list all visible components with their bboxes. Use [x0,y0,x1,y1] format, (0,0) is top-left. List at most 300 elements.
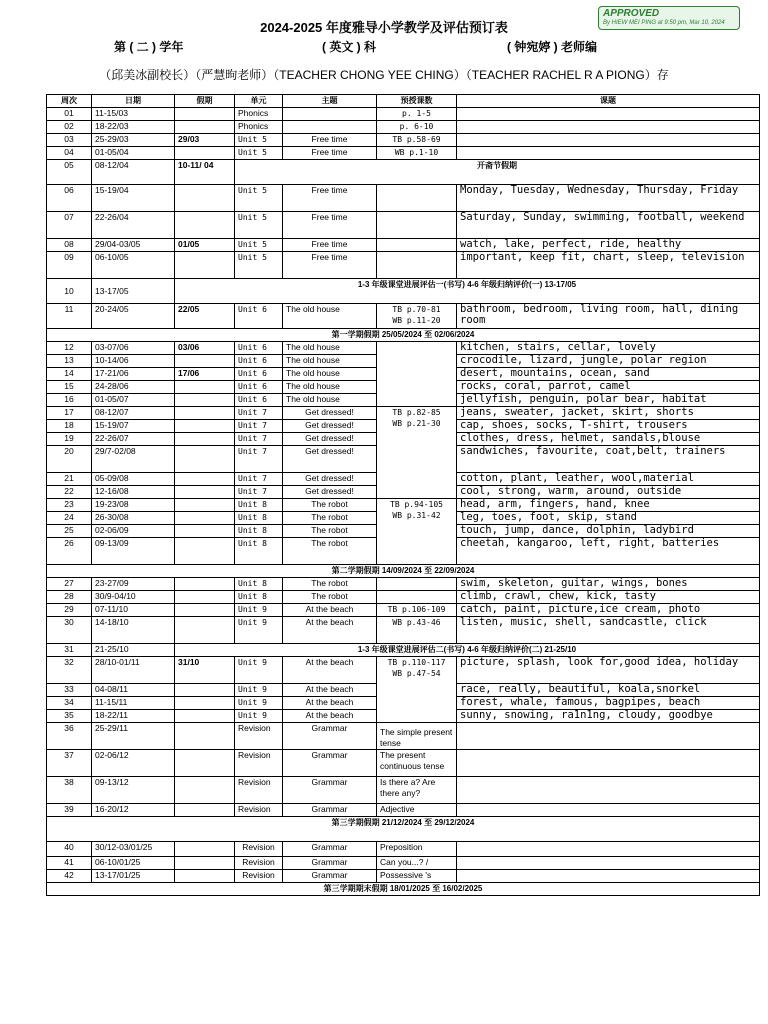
assessment-note: 1-3 年级课堂进展评估一(书写) 4-6 年级归纳评价(一) 13-17/05 [175,279,760,304]
topic-cell [457,857,760,870]
date-cell: 03-07/06 [92,342,175,355]
wb-pages: WB p.31-42 [392,511,441,520]
theme-cell: At the beach [283,697,377,710]
holiday-cell [175,499,235,512]
unit-cell: Unit 5 [235,185,283,212]
wb-pages: WB p.21-30 [392,419,441,428]
unit-cell: Unit 8 [235,512,283,525]
week-cell: 36 [47,723,92,750]
table-row [47,777,760,804]
table-row [47,147,760,160]
term-break: 第三学期假期 21/12/2024 至 29/12/2024 [47,817,760,842]
holiday-cell [175,684,235,697]
pages-cell [377,342,457,407]
week-cell: 14 [47,368,92,381]
term-break: 第一学期假期 25/05/2024 至 02/06/2024 [47,329,760,342]
unit-cell: Revision [235,804,283,817]
tb-pages: TB p.82-85 [392,408,441,417]
table-row [47,870,760,883]
week-cell: 11 [47,304,92,329]
week-cell: 04 [47,147,92,160]
pages-cell [377,252,457,279]
pages-cell: p. 6-10 [377,121,457,134]
week-cell: 38 [47,777,92,804]
unit-cell: Unit 7 [235,486,283,499]
date-cell: 16-20/12 [92,804,175,817]
topic-cell [457,870,760,883]
date-cell: 29/7-02/08 [92,446,175,473]
topic-cell [457,750,760,777]
topic-cell: forest, whale, famous, bagpipes, beach [457,697,760,710]
unit-cell: Unit 7 [235,420,283,433]
week-cell: 23 [47,499,92,512]
unit-cell: Unit 9 [235,684,283,697]
pages-cell [377,657,457,723]
topic-cell: important, keep fit, chart, sleep, television [457,252,760,279]
holiday-cell [175,804,235,817]
grammar-topic-cell: Adjective [377,804,457,817]
grammar-topic-cell: The simple present tense [377,723,457,750]
theme-cell: The robot [283,525,377,538]
date-cell: 13-17/05 [92,279,175,304]
topic-cell: Saturday, Sunday, swimming, football, weekend [457,212,760,239]
col-lessons: 预授课数 [377,95,457,108]
subject: ( 英文 ) 科 [322,40,376,54]
theme-cell: At the beach [283,604,377,617]
table-row [47,160,760,185]
pages-cell [377,212,457,239]
date-cell: 08-12/07 [92,407,175,420]
holiday-cell [175,512,235,525]
unit-cell: Revision [235,857,283,870]
theme-cell: The robot [283,499,377,512]
wb-pages: WB p.11-20 [392,316,441,325]
unit-cell: Unit 6 [235,342,283,355]
table-row [47,857,760,870]
schedule-table [46,94,760,896]
holiday-cell: 03/06 [175,342,235,355]
holiday-cell [175,433,235,446]
week-cell: 37 [47,750,92,777]
pages-cell: WB p.1-10 [377,147,457,160]
week-cell: 40 [47,842,92,857]
unit-cell: Unit 5 [235,134,283,147]
topic-cell [457,777,760,804]
week-cell: 09 [47,252,92,279]
holiday-cell [175,870,235,883]
pages-cell [377,185,457,212]
week-cell: 18 [47,420,92,433]
topic-cell: cotton, plant, leather, wool,material [457,473,760,486]
week-cell: 12 [47,342,92,355]
teacher-list: （邱美冰副校长）（严慧昫老师）（TEACHER CHONG YEE CHING）（TEACHER RACHEL R A PIONG）存 [99,68,669,82]
holiday-cell [175,381,235,394]
topic-cell: desert, mountains, ocean, sand [457,368,760,381]
topic-cell [457,121,760,134]
table-row [47,842,760,857]
table-row [47,565,760,578]
date-cell: 09-13/12 [92,777,175,804]
grammar-topic-cell: Possessive 's [377,870,457,883]
topic-cell: jeans, sweater, jacket, skirt, shorts [457,407,760,420]
table-row [47,617,760,644]
date-cell: 06-10/05 [92,252,175,279]
unit-cell: Unit 8 [235,591,283,604]
topic-cell [457,134,760,147]
date-cell: 19-23/08 [92,499,175,512]
week-cell: 13 [47,355,92,368]
table-row [47,329,760,342]
holiday-cell [175,525,235,538]
date-cell: 10-14/06 [92,355,175,368]
unit-cell: Unit 7 [235,407,283,420]
topic-cell: sunny, snowing, ra1n1ng, cloudy, goodbye [457,710,760,723]
theme-cell: The old house [283,304,377,329]
theme-cell: The old house [283,381,377,394]
theme-cell: At the beach [283,710,377,723]
week-cell: 27 [47,578,92,591]
topic-cell: crocodile, lizard, jungle, polar region [457,355,760,368]
date-cell: 25-29/11 [92,723,175,750]
holiday-cell [175,147,235,160]
grammar-topic-cell: Is there a? Are there any? [377,777,457,804]
theme-cell: Free time [283,134,377,147]
date-cell: 22-26/04 [92,212,175,239]
pages-cell [377,407,457,499]
table-row [47,212,760,239]
holiday-cell: 17/06 [175,368,235,381]
date-cell: 02-06/09 [92,525,175,538]
week-cell: 42 [47,870,92,883]
holiday-cell: 01/05 [175,239,235,252]
unit-cell: Unit 7 [235,473,283,486]
theme-cell [283,108,377,121]
holiday-cell: 10-11/ 04 [175,160,235,185]
topic-cell: cap, shoes, socks, T-shirt, trousers [457,420,760,433]
topic-cell [457,842,760,857]
table-row [47,239,760,252]
date-cell: 07-11/10 [92,604,175,617]
pages-cell [377,304,457,329]
table-row [47,591,760,604]
topic-cell [457,147,760,160]
theme-cell: Get dressed! [283,433,377,446]
week-cell: 32 [47,657,92,684]
pages-cell [377,499,457,565]
holiday-cell [175,842,235,857]
table-row [47,804,760,817]
date-cell: 15-19/07 [92,420,175,433]
date-cell: 26-30/08 [92,512,175,525]
wb-pages: WB p.47-54 [392,669,441,678]
topic-cell: Monday, Tuesday, Wednesday, Thursday, Friday [457,185,760,212]
theme-cell: The robot [283,591,377,604]
pages-cell: TB p.106-109 [377,604,457,617]
theme-cell: Get dressed! [283,473,377,486]
unit-cell: Revision [235,723,283,750]
holiday-cell [175,473,235,486]
table-row [47,304,760,329]
col-week: 周次 [47,95,92,108]
week-cell: 22 [47,486,92,499]
theme-cell: Grammar [283,723,377,750]
topic-cell: race, really, beautiful, koala,snorkel [457,684,760,697]
topic-cell: cheetah, kangaroo, left, right, batteries [457,538,760,565]
week-cell: 01 [47,108,92,121]
date-cell: 01-05/07 [92,394,175,407]
holiday-cell: 29/03 [175,134,235,147]
holiday-cell [175,617,235,644]
holiday-cell [175,697,235,710]
topic-cell: cool, strong, warm, around, outside [457,486,760,499]
date-cell: 30/9-04/10 [92,591,175,604]
week-cell: 25 [47,525,92,538]
unit-cell: Unit 6 [235,368,283,381]
unit-cell: Unit 8 [235,538,283,565]
table-row [47,252,760,279]
table-row [47,121,760,134]
week-cell: 03 [47,134,92,147]
week-cell: 17 [47,407,92,420]
school-term: 第 ( 二 ) 学年 [114,40,184,54]
unit-cell: Unit 9 [235,657,283,684]
holiday-cell [175,750,235,777]
week-cell: 08 [47,239,92,252]
holiday-cell [175,604,235,617]
date-cell: 20-24/05 [92,304,175,329]
topic-cell: sandwiches, favourite, coat,belt, trainers [457,446,760,473]
theme-cell: Free time [283,212,377,239]
holiday-cell [175,355,235,368]
unit-cell: Phonics [235,108,283,121]
holiday-cell [175,420,235,433]
theme-cell: The old house [283,355,377,368]
holiday-cell: 22/05 [175,304,235,329]
date-cell: 05-09/08 [92,473,175,486]
theme-cell: The robot [283,512,377,525]
week-cell: 24 [47,512,92,525]
week-cell: 19 [47,433,92,446]
table-row [47,134,760,147]
topic-cell: climb, crawl, chew, kick, tasty [457,591,760,604]
unit-cell: Revision [235,777,283,804]
topic-cell: kitchen, stairs, cellar, lovely [457,342,760,355]
date-cell: 18-22/03 [92,121,175,134]
date-cell: 12-16/08 [92,486,175,499]
assessment-note: 1-3 年级课堂进展评估二(书写) 4-6 年级归纳评价(二) 21-25/10 [175,644,760,657]
grammar-topic-cell: Can you...? / [377,857,457,870]
theme-cell: Grammar [283,870,377,883]
unit-cell: Unit 6 [235,381,283,394]
tb-pages: TB p.94-105 [390,500,443,509]
date-cell: 06-10/01/25 [92,857,175,870]
holiday-cell [175,121,235,134]
week-cell: 06 [47,185,92,212]
date-cell: 18-22/11 [92,710,175,723]
date-cell: 22-26/07 [92,433,175,446]
table-row [47,185,760,212]
col-holiday: 假期 [175,95,235,108]
theme-cell: Free time [283,252,377,279]
topic-cell: picture, splash, look for,good idea, holiday [457,657,760,684]
date-cell: 01-05/04 [92,147,175,160]
theme-cell: The robot [283,578,377,591]
week-cell: 10 [47,279,92,304]
stamp-subtitle: By HIEW MEI PING at 9:50 pm, Mar 10, 2024 [603,20,725,26]
unit-cell: Unit 5 [235,212,283,239]
col-theme: 主题 [283,95,377,108]
tb-pages: TB p.110-117 [387,658,446,667]
date-cell: 29/04-03/05 [92,239,175,252]
theme-cell: The robot [283,538,377,565]
unit-cell: Unit 7 [235,446,283,473]
table-row [47,578,760,591]
holiday-cell [175,591,235,604]
date-cell: 23-27/09 [92,578,175,591]
topic-cell: head, arm, fingers, hand, knee [457,499,760,512]
col-topic: 课题 [457,95,760,108]
term-break: 第三学期期末假期 18/01/2025 至 16/02/2025 [47,883,760,896]
topic-cell: bathroom, bedroom, living room, hall, dining room [457,304,760,329]
week-cell: 33 [47,684,92,697]
table-row [47,644,760,657]
date-cell: 04-08/11 [92,684,175,697]
theme-cell: Grammar [283,857,377,870]
unit-cell: Revision [235,842,283,857]
pages-cell: p. 1-5 [377,108,457,121]
holiday-cell [175,710,235,723]
theme-cell: The old house [283,342,377,355]
table-row [47,750,760,777]
theme-cell: Get dressed! [283,486,377,499]
unit-cell: Unit 5 [235,239,283,252]
theme-cell: Get dressed! [283,446,377,473]
tb-pages: TB p.70-81 [392,305,441,314]
document-title: 2024-2025 年度雅导小学教学及评估预订表 [260,20,508,35]
table-row [47,407,760,420]
date-cell: 30/12-03/01/25 [92,842,175,857]
date-cell: 13-17/01/25 [92,870,175,883]
theme-cell: Grammar [283,750,377,777]
date-cell: 24-28/06 [92,381,175,394]
date-cell: 15-19/04 [92,185,175,212]
holiday-cell [175,486,235,499]
table-row [47,604,760,617]
theme-cell: Free time [283,185,377,212]
topic-cell: swim, skeleton, guitar, wings, bones [457,578,760,591]
holiday-cell [175,446,235,473]
date-cell: 09-13/09 [92,538,175,565]
table-row [47,499,760,512]
topic-cell [457,108,760,121]
table-row [47,723,760,750]
table-row [47,657,760,684]
holiday-cell: 31/10 [175,657,235,684]
theme-cell: Grammar [283,777,377,804]
theme-cell [283,121,377,134]
holiday-cell [175,857,235,870]
theme-cell: Get dressed! [283,407,377,420]
col-date: 日期 [92,95,175,108]
theme-cell: The old house [283,368,377,381]
holiday-cell [175,723,235,750]
topic-cell: jellyfish, penguin, polar bear, habitat [457,394,760,407]
pages-cell: WB p.43-46 [377,617,457,644]
unit-cell: Revision [235,870,283,883]
author: ( 钟宛婷 ) 老师编 [507,40,597,54]
unit-cell: Unit 9 [235,697,283,710]
table-row [47,342,760,355]
unit-cell: Unit 5 [235,252,283,279]
theme-cell: Get dressed! [283,420,377,433]
holiday-cell [175,777,235,804]
unit-cell: Unit 9 [235,710,283,723]
unit-cell: Unit 8 [235,578,283,591]
topic-cell: rocks, coral, parrot, camel [457,381,760,394]
week-cell: 34 [47,697,92,710]
pages-cell: TB p.58-69 [377,134,457,147]
holiday-cell [175,578,235,591]
theme-cell: At the beach [283,684,377,697]
date-cell: 25-29/03 [92,134,175,147]
theme-cell: Free time [283,147,377,160]
topic-cell: leg, toes, foot, skip, stand [457,512,760,525]
holiday-cell [175,108,235,121]
grammar-topic-cell: The present continuous tense [377,750,457,777]
unit-cell: Unit 7 [235,433,283,446]
table-row [47,279,760,304]
topic-cell: listen, music, shell, sandcastle, click [457,617,760,644]
week-cell: 02 [47,121,92,134]
grammar-topic-cell: Preposition [377,842,457,857]
holiday-cell [175,407,235,420]
table-row [47,817,760,842]
theme-cell: At the beach [283,657,377,684]
week-cell: 35 [47,710,92,723]
unit-cell: Unit 9 [235,617,283,644]
pages-cell [377,578,457,591]
topic-cell [457,723,760,750]
term-break: 第二学期假期 14/09/2024 至 22/09/2024 [47,565,760,578]
table-row [47,883,760,896]
week-cell: 30 [47,617,92,644]
holiday-cell [175,394,235,407]
unit-cell: Unit 8 [235,525,283,538]
pages-cell [377,591,457,604]
date-cell: 17-21/06 [92,368,175,381]
theme-cell: Grammar [283,804,377,817]
topic-cell: clothes, dress, helmet, sandals,blouse [457,433,760,446]
topic-cell: touch, jump, dance, dolphin, ladybird [457,525,760,538]
unit-cell: Unit 5 [235,147,283,160]
unit-cell: Unit 9 [235,604,283,617]
week-cell: 15 [47,381,92,394]
date-cell: 21-25/10 [92,644,175,657]
theme-cell: Grammar [283,842,377,857]
week-cell: 31 [47,644,92,657]
unit-cell: Unit 8 [235,499,283,512]
week-cell: 39 [47,804,92,817]
date-cell: 28/10-01/11 [92,657,175,684]
week-cell: 41 [47,857,92,870]
theme-cell: Free time [283,239,377,252]
theme-cell: The old house [283,394,377,407]
date-cell: 02-06/12 [92,750,175,777]
topic-cell [457,804,760,817]
topic-cell: watch, lake, perfect, ride, healthy [457,239,760,252]
pages-cell [377,239,457,252]
date-cell: 11-15/03 [92,108,175,121]
